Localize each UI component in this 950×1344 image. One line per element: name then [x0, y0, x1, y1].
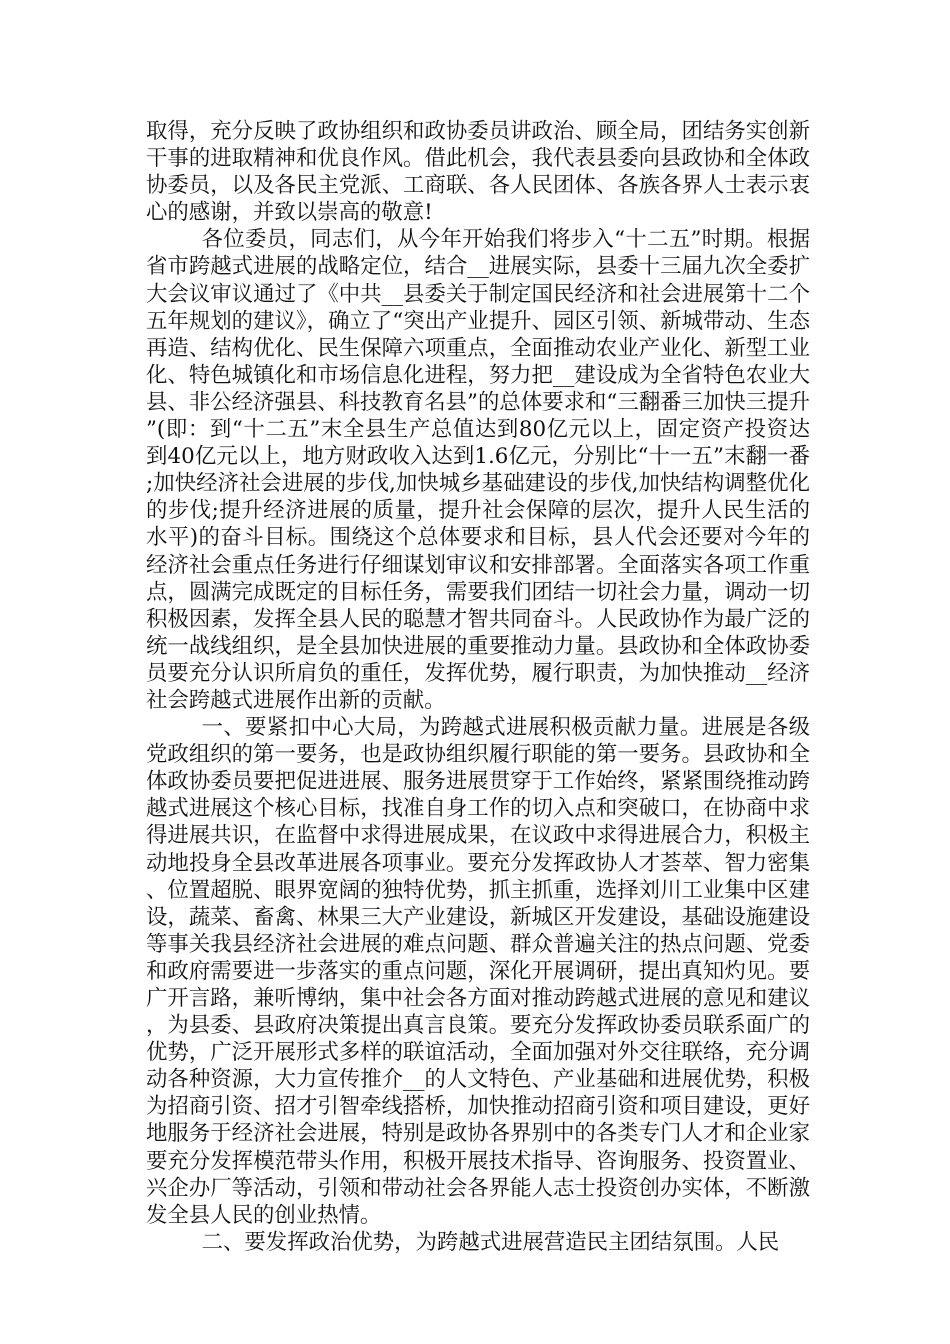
- paragraph-development-goals: 各位委员，同志们，从今年开始我们将步入“十二五”时期。根据省市跨越式进展的战略定位，结合__进展实际，县委十三届九次全委扩大会议审议通过了《中共__县委关于制定国民经济和社会进展第十二个五年规划的建议》，确立了“突出产业提升、园区引领、新城带动、生态再造、结构优化、民生保障六项重点，全面推动农业产业化、新型工业化、特色城镇化和市场信息化进程，努力把__建设成为全省特色农业大县、非公经济强县、科技教育名县”的总体要求和“三翻番三加快三提升”(即：到“十二五”末全县生产总值达到80亿元以上，固定资产投资达到40亿元以上，地方财政收入达到1.6亿元，分别比“十一五”末翻一番;加快经济社会进展的步伐,加快城乡基础建设的步伐,加快结构调整优化的步伐;提升经济进展的质量，提升社会保障的层次，提升人民生活的水平)的奋斗目标。围绕这个总体要求和目标，县人代会还要对今年的经济社会重点任务进行仔细谋划审议和安排部署。全面落实各项工作重点，圆满完成既定的目标任务，需要我们团结一切社会力量，调动一切积极因素，发挥全县人民的聪慧才智共同奋斗。人民政协作为最广泛的统一战线组织，是全县加快进展的重要推动力量。县政协和全体政协委员要充分认识所肩负的重任，发挥优势，履行职责，为加快推动__经济社会跨越式进展作出新的贡献。: [146, 227, 810, 713]
- paragraph-point-two: 二、要发挥政治优势，为跨越式进展营造民主团结氛围。人民: [201, 1229, 780, 1255]
- paragraph-thanks: 取得，充分反映了政协组织和政协委员讲政治、顾全局，团结务实创新干事的进取精神和优良作风。借此机会，我代表县委向县政协和全体政协委员，以及各民主党派、工商联、各人民团体、各族各界人士表示衷心的感谢，并致以崇高的敬意!: [146, 119, 810, 226]
- paragraph-point-one: 一、要紧扣中心大局，为跨越式进展积极贡献力量。进展是各级党政组织的第一要务，也是政协组织履行职能的第一要务。县政协和全体政协委员要把促进进展、服务进展贯穿于工作始终，紧紧围绕推动跨越式进展这个核心目标，找准自身工作的切入点和突破口，在协商中求得进展共识，在监督中求得进展成果，在议政中求得进展合力，积极主动地投身全县改革进展各项事业。要充分发挥政协人才荟萃、智力密集、位置超脱、眼界宽阔的独特优势，抓主抓重，选择刘川工业集中区建设，蔬菜、畜禽、林果三大产业建设，新城区开发建设，基础设施建设等事关我县经济社会进展的难点问题、群众普遍关注的热点问题、党委和政府需要进一步落实的重点问题，深化开展调研，提出真知灼见。要广开言路，兼听博纳，集中社会各方面对推动跨越式进展的意见和建议，为县委、县政府决策提出真言良策。要充分发挥政协委员联系面广的优势，广泛开展形式多样的联谊活动，全面加强对外交往联络，充分调动各种资源，大力宣传推介__的人文特色、产业基础和进展优势，积极为招商引资、招才引智牵线搭桥，加快推动招商引资和项目建设，更好地服务于经济社会进展，特别是政协各界别中的各类专门人才和企业家要充分发挥模范带头作用，积极开展技术指导、咨询服务、投资置业、兴企办厂等活动，引领和带动社会各界能人志士投资创办实体，不断激发全县人民的创业热情。: [146, 715, 810, 1228]
- document-page: [146, 118, 810, 1256]
